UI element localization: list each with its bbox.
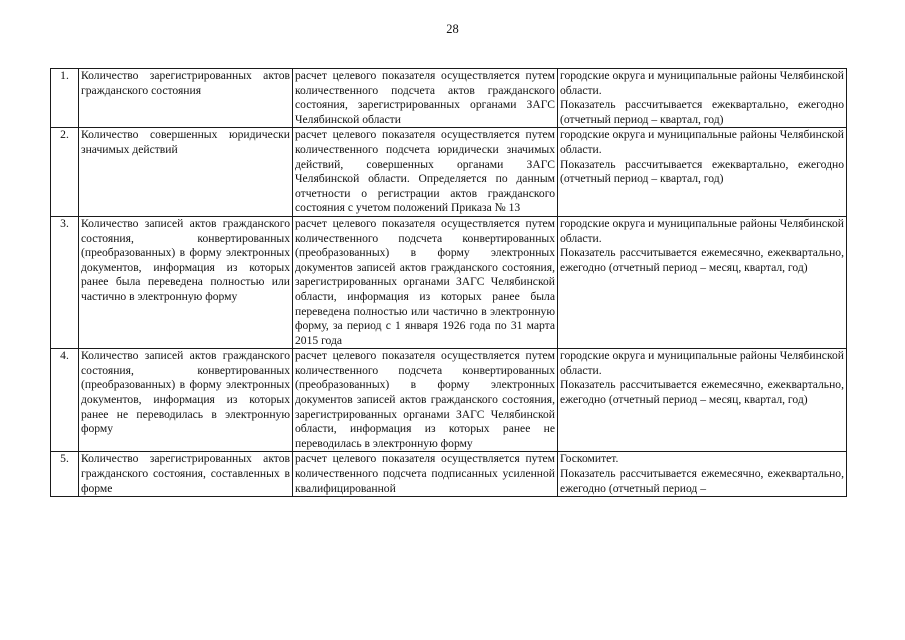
row-number: 5.: [51, 452, 79, 497]
indicator-name: Количество совершенных юридически значимых действий: [79, 128, 293, 217]
table-row: [51, 452, 847, 497]
row-number: 2.: [51, 128, 79, 217]
row-number: 1.: [51, 69, 79, 128]
scope-and-period: [558, 349, 847, 452]
scope-territory: городские округа и муниципальные районы Челябинской области.: [560, 128, 844, 156]
calculation-method: расчет целевого показателя осуществляется путем количественного подсчета конвертированных (преобразованных) в форму электронных документов записей актов гражданского состояния, зарегистрированных органами ЗАГС Челябинской области, информация из которых ранее не переводилась в электронную форму: [293, 349, 558, 452]
scope-and-period: [558, 452, 847, 497]
scope-territory: Госкомитет.: [560, 452, 619, 466]
calculation-method: расчет целевого показателя осуществляется путем количественного подсчета подписанных усиленной квалифицированной: [293, 452, 558, 497]
scope-and-period: [558, 128, 847, 217]
scope-periodicity: Показатель рассчитывается ежемесячно, ежеквартально, ежегодно (отчетный период – месяц, квартал, год): [560, 246, 844, 274]
indicator-name: Количество записей актов гражданского состояния, конвертированных (преобразованных) в форму электронных документов, информация из которых ранее была переведена полностью или частично в электронную форму: [79, 216, 293, 348]
row-number: 4.: [51, 349, 79, 452]
indicator-name: Количество зарегистрированных актов гражданского состояния, составленных в форме: [79, 452, 293, 497]
table-row: [51, 69, 847, 128]
scope-periodicity: Показатель рассчитывается ежеквартально, ежегодно (отчетный период – квартал, год): [560, 157, 844, 186]
table-row: [51, 349, 847, 452]
calculation-method: расчет целевого показателя осуществляется путем количественного подсчета юридически значимых действий, совершенных органами ЗАГС Челябинской области. Определяется по данным отчетности о регистрации актов гражданского состояния с учетом положений Приказа № 13: [293, 128, 558, 217]
row-number: 3.: [51, 216, 79, 348]
calculation-method: расчет целевого показателя осуществляется путем количественного подсчета конвертированных (преобразованных) в форму электронных документов записей актов гражданского состояния, зарегистрированных органами ЗАГС Челябинской области, информация из которых ранее была переведена полностью или частично в электронную форму, за период с 1 января 1926 года по 31 марта 2015 года: [293, 216, 558, 348]
scope-periodicity: Показатель рассчитывается ежемесячно, ежеквартально, ежегодно (отчетный период –: [560, 467, 844, 495]
table-row: [51, 128, 847, 217]
scope-territory: городские округа и муниципальные районы Челябинской области.: [560, 216, 844, 245]
scope-territory: городские округа и муниципальные районы Челябинской области.: [560, 69, 844, 97]
indicator-name: Количество записей актов гражданского состояния, конвертированных (преобразованных) в форму электронных документов, информация из которых ранее не переводилась в электронную форму: [79, 349, 293, 452]
scope-and-period: [558, 216, 847, 348]
scope-periodicity: Показатель рассчитывается ежемесячно, ежеквартально, ежегодно (отчетный период – месяц, квартал, год): [560, 378, 844, 407]
scope-and-period: [558, 69, 847, 128]
page-number: 28: [446, 22, 459, 36]
scope-territory: городские округа и муниципальные районы Челябинской области.: [560, 349, 844, 377]
calculation-method: расчет целевого показателя осуществляется путем количественного подсчета актов гражданского состояния, зарегистрированных органами ЗАГС Челябинской области: [293, 69, 558, 128]
indicator-name: Количество зарегистрированных актов гражданского состояния: [79, 69, 293, 128]
indicators-table: [50, 68, 847, 497]
table-row: [51, 216, 847, 348]
scope-periodicity: Показатель рассчитывается ежеквартально, ежегодно (отчетный период – квартал, год): [560, 98, 844, 126]
